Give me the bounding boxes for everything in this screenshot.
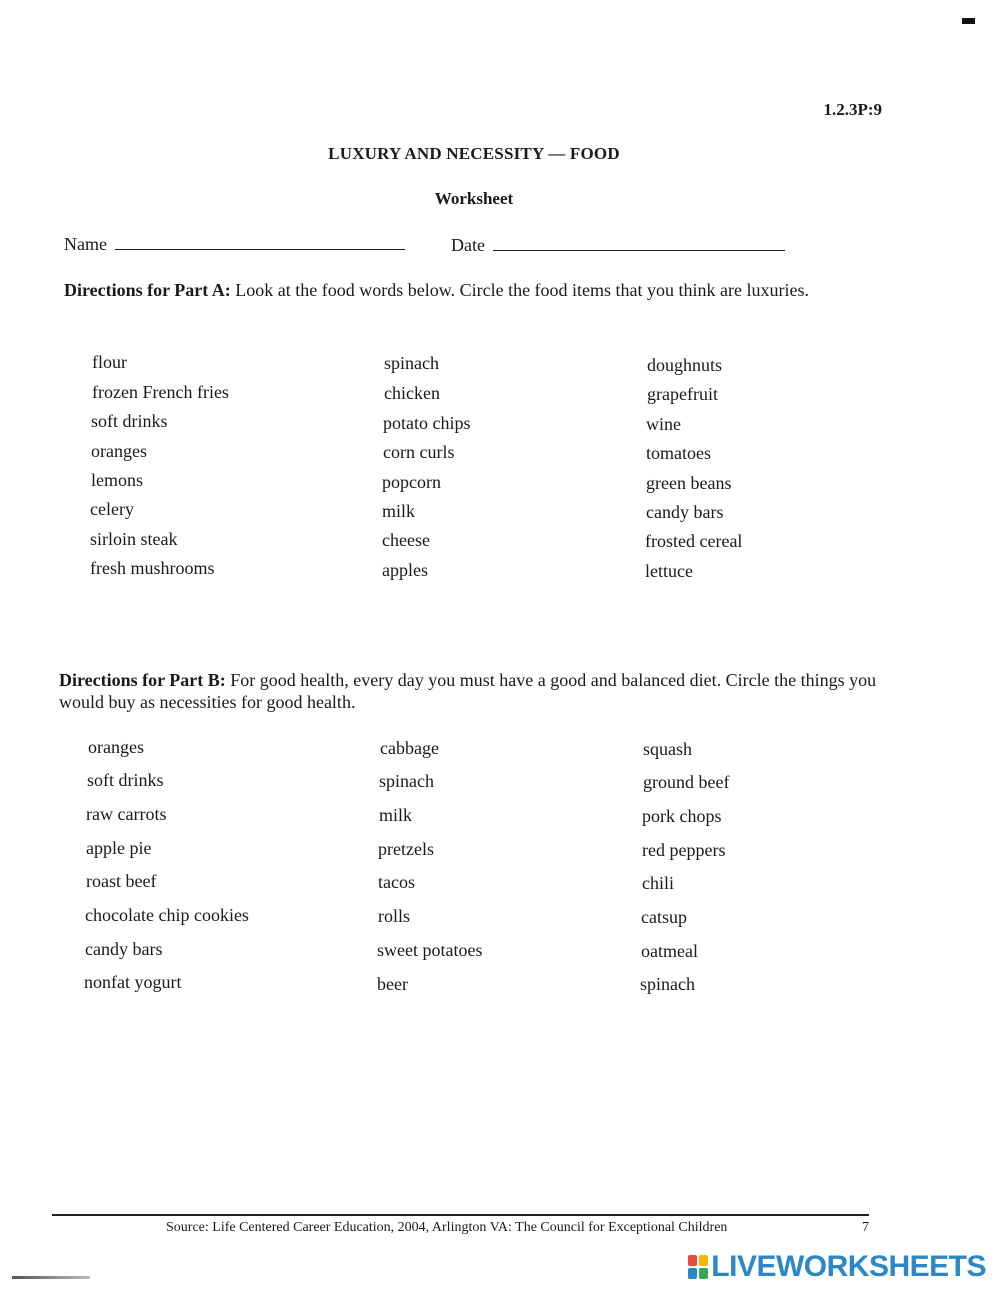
footer-divider (52, 1214, 869, 1216)
part-a-item[interactable]: apples (382, 560, 428, 580)
part-b-item[interactable]: apple pie (86, 838, 152, 858)
part-b-item[interactable]: oranges (88, 737, 144, 757)
part-b-item[interactable]: chocolate chip cookies (85, 905, 249, 925)
part-b-item[interactable]: cabbage (380, 738, 439, 758)
part-a-item[interactable]: popcorn (382, 472, 441, 492)
part-a-item[interactable]: fresh mushrooms (90, 558, 215, 578)
scan-corner-mark (962, 18, 975, 24)
part-a-directions-text: Look at the food words below. Circle the food items that you think are luxuries. (230, 280, 810, 300)
part-a-directions-heading: Directions for Part A: (64, 280, 231, 300)
part-b-item[interactable]: candy bars (85, 939, 163, 959)
part-b-item[interactable]: oatmeal (641, 941, 698, 961)
part-a-item[interactable]: chicken (384, 383, 440, 403)
part-a-item[interactable]: flour (92, 352, 127, 372)
page-subtitle: Worksheet (434, 189, 514, 208)
part-b-item[interactable]: milk (379, 805, 413, 825)
part-b-item[interactable]: red peppers (642, 840, 726, 860)
logo-square-icon (699, 1255, 708, 1266)
part-a-item[interactable]: soft drinks (91, 411, 168, 431)
part-b-item[interactable]: spinach (379, 771, 434, 791)
logo-square-icon (699, 1268, 708, 1279)
part-a-item[interactable]: green beans (646, 473, 732, 493)
logo-square-icon (688, 1268, 697, 1279)
part-a-item[interactable]: corn curls (383, 442, 455, 462)
part-a-item[interactable]: grapefruit (647, 384, 718, 404)
part-a-item[interactable]: potato chips (383, 413, 471, 433)
part-a-item[interactable]: tomatoes (646, 443, 711, 463)
name-input-line[interactable] (115, 233, 405, 250)
name-field (64, 233, 405, 255)
page-number: 7 (862, 1220, 869, 1235)
part-b-item[interactable]: raw carrots (86, 804, 167, 824)
liveworksheets-logo-text: LIVEWORKSHEETS (711, 1250, 986, 1283)
name-label: Name (64, 234, 107, 254)
part-b-directions-text: For good health, every day you must have a good and balanced diet. Circle the things you would buy as necessities for good health. (59, 670, 877, 712)
part-b-item[interactable]: beer (377, 974, 408, 994)
part-a-item[interactable]: lettuce (645, 561, 693, 581)
part-a-item[interactable]: spinach (384, 353, 439, 373)
part-a-item[interactable]: sirloin steak (90, 529, 178, 549)
part-b-item[interactable]: nonfat yogurt (84, 972, 182, 992)
part-a-item[interactable]: doughnuts (647, 355, 723, 375)
date-input-line[interactable] (493, 234, 785, 251)
part-a-item[interactable]: frozen French fries (92, 382, 229, 402)
part-a-directions (64, 279, 809, 301)
part-b-item[interactable]: squash (643, 739, 692, 759)
worksheet-code: 1.2.3P:9 (823, 100, 882, 119)
part-b-item[interactable]: catsup (641, 907, 687, 927)
part-a-item[interactable]: oranges (91, 441, 147, 461)
liveworksheets-logo-icon (688, 1255, 708, 1279)
part-b-item[interactable]: roast beef (86, 871, 157, 891)
part-b-item[interactable]: pretzels (378, 839, 434, 859)
part-a-item[interactable]: candy bars (646, 502, 724, 522)
liveworksheets-logo (688, 1250, 986, 1284)
part-b-item[interactable]: pork chops (642, 806, 722, 826)
part-a-item[interactable]: milk (382, 501, 416, 521)
part-b-item[interactable]: sweet potatoes (377, 940, 483, 960)
part-b-item[interactable]: rolls (378, 906, 411, 926)
logo-square-icon (688, 1255, 697, 1266)
part-b-item[interactable]: soft drinks (87, 770, 164, 790)
part-a-item[interactable]: cheese (382, 530, 430, 550)
part-b-item[interactable]: tacos (378, 872, 415, 892)
part-b-directions-heading: Directions for Part B: (59, 670, 226, 690)
part-b-item[interactable]: spinach (640, 974, 695, 994)
date-label: Date (451, 235, 485, 255)
date-field (451, 234, 785, 256)
scan-streak (12, 1276, 90, 1279)
part-b-directions (59, 669, 879, 713)
part-b-item[interactable]: chili (642, 873, 674, 893)
footer-source: Source: Life Centered Career Education, 2004, Arlington VA: The Council for Exceptional Children (166, 1220, 728, 1235)
part-b-item[interactable]: ground beef (643, 772, 730, 792)
part-a-item[interactable]: lemons (91, 470, 143, 490)
part-a-item[interactable]: frosted cereal (645, 531, 743, 551)
part-a-item[interactable]: celery (90, 499, 134, 519)
part-a-item[interactable]: wine (646, 414, 681, 434)
page-title: LUXURY AND NECESSITY — FOOD (328, 144, 620, 163)
